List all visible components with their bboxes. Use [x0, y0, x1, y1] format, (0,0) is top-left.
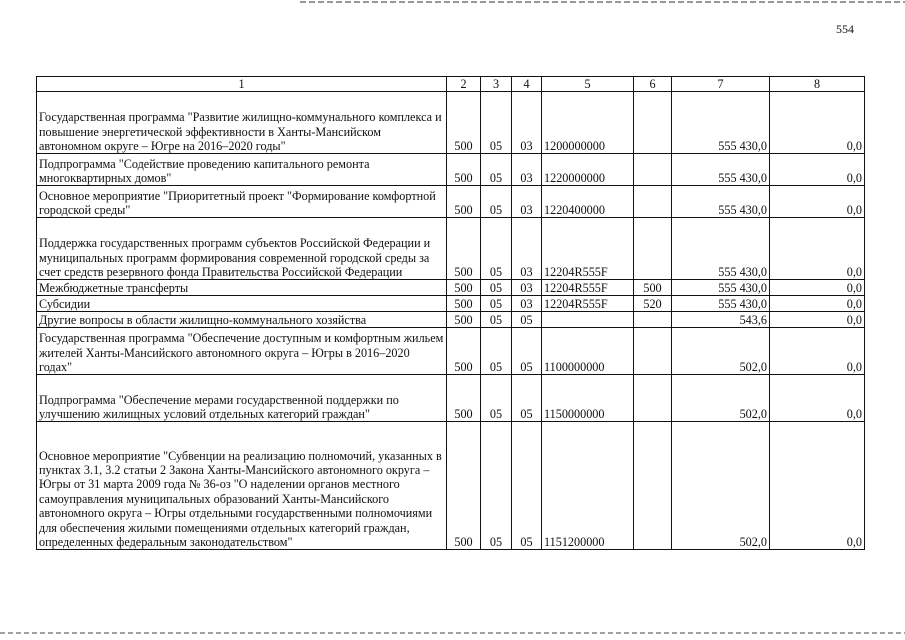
- cell-section: 05: [481, 280, 512, 296]
- table-row: [37, 328, 865, 375]
- cell-expense-type: [634, 154, 672, 186]
- cell-section: 05: [481, 312, 512, 328]
- cell-subsection: 03: [512, 218, 542, 280]
- cell-item-name: Подпрограмма "Обеспечение мерами государственной поддержки по улучшению жилищных условий отдельных категорий граждан": [37, 375, 447, 422]
- cell-item-name: Государственная программа "Обеспечение доступным и комфортным жильем жителей Ханты-Мансийского автономного округа – Югры в 2016–2020 годах": [37, 328, 447, 375]
- cell-target-article: 1220000000: [542, 154, 634, 186]
- cell-expense-type: 500: [634, 280, 672, 296]
- cell-subsection: 05: [512, 375, 542, 422]
- cell-expense-type: [634, 218, 672, 280]
- cell-subsection: 03: [512, 296, 542, 312]
- header-cell: 8: [770, 77, 865, 92]
- table-row: [37, 186, 865, 218]
- table-row: [37, 280, 865, 296]
- cell-amount-2: 0,0: [770, 375, 865, 422]
- table-row: [37, 92, 865, 154]
- cell-amount-2: 0,0: [770, 296, 865, 312]
- cell-subsection: 05: [512, 312, 542, 328]
- page-number: 554: [836, 22, 854, 36]
- header-cell: 3: [481, 77, 512, 92]
- cell-amount: 555 430,0: [672, 186, 770, 218]
- cell-section: 05: [481, 154, 512, 186]
- table-row: [37, 375, 865, 422]
- cell-amount-2: 0,0: [770, 154, 865, 186]
- cell-section: 05: [481, 296, 512, 312]
- cell-ministry-code: 500: [447, 186, 481, 218]
- cell-target-article: 12204R555F: [542, 218, 634, 280]
- cell-target-article: 12204R555F: [542, 296, 634, 312]
- cell-amount: 555 430,0: [672, 218, 770, 280]
- cell-target-article: 1200000000: [542, 92, 634, 154]
- header-cell: 7: [672, 77, 770, 92]
- cell-target-article: 1150000000: [542, 375, 634, 422]
- cell-expense-type: 520: [634, 296, 672, 312]
- table-row: [37, 296, 865, 312]
- cell-ministry-code: 500: [447, 92, 481, 154]
- cell-ministry-code: 500: [447, 154, 481, 186]
- cell-ministry-code: 500: [447, 422, 481, 550]
- cell-subsection: 03: [512, 186, 542, 218]
- scan-bottom-edge: [0, 632, 905, 634]
- cell-expense-type: [634, 375, 672, 422]
- cell-item-name: Основное мероприятие "Субвенции на реализацию полномочий, указанных в пунктах 3.1, 3.2 статьи 2 Закона Ханты-Мансийского автономного округа – Югры от 31 марта 2009 года № 36-оз "О наделении органов местного самоуправления муниципальных образований Ханты-Мансийского автономного округа – Югры отдельными государственными полномочиями для обеспечения жилыми помещениями отдельных категорий граждан, определенных федеральным законодательством": [37, 422, 447, 550]
- cell-amount-2: 0,0: [770, 328, 865, 375]
- cell-section: 05: [481, 92, 512, 154]
- cell-section: 05: [481, 186, 512, 218]
- cell-amount: 502,0: [672, 422, 770, 550]
- table-row: [37, 218, 865, 280]
- cell-ministry-code: 500: [447, 218, 481, 280]
- cell-amount-2: 0,0: [770, 92, 865, 154]
- cell-ministry-code: 500: [447, 375, 481, 422]
- cell-amount-2: 0,0: [770, 186, 865, 218]
- cell-ministry-code: 500: [447, 280, 481, 296]
- cell-subsection: 05: [512, 422, 542, 550]
- header-cell: 1: [37, 77, 447, 92]
- header-cell: 4: [512, 77, 542, 92]
- cell-expense-type: [634, 328, 672, 375]
- cell-amount: 502,0: [672, 375, 770, 422]
- cell-item-name: Основное мероприятие "Приоритетный проект "Формирование комфортной городской среды": [37, 186, 447, 218]
- cell-item-name: Подпрограмма "Содействие проведению капитального ремонта многоквартирных домов": [37, 154, 447, 186]
- cell-section: 05: [481, 328, 512, 375]
- header-cell: 6: [634, 77, 672, 92]
- cell-expense-type: [634, 92, 672, 154]
- cell-section: 05: [481, 422, 512, 550]
- cell-amount: 502,0: [672, 328, 770, 375]
- header-cell: 5: [542, 77, 634, 92]
- cell-target-article: 1151200000: [542, 422, 634, 550]
- cell-expense-type: [634, 186, 672, 218]
- table-row: [37, 312, 865, 328]
- cell-section: 05: [481, 375, 512, 422]
- table-row: [37, 422, 865, 550]
- cell-amount-2: 0,0: [770, 312, 865, 328]
- cell-item-name: Субсидии: [37, 296, 447, 312]
- cell-ministry-code: 500: [447, 296, 481, 312]
- cell-amount-2: 0,0: [770, 422, 865, 550]
- cell-subsection: 03: [512, 92, 542, 154]
- cell-target-article: 1220400000: [542, 186, 634, 218]
- table-header-row: [37, 77, 865, 92]
- cell-section: 05: [481, 218, 512, 280]
- budget-table: [36, 76, 865, 550]
- table-row: [37, 154, 865, 186]
- cell-expense-type: [634, 422, 672, 550]
- cell-target-article: 12204R555F: [542, 280, 634, 296]
- cell-item-name: Межбюджетные трансферты: [37, 280, 447, 296]
- cell-subsection: 03: [512, 280, 542, 296]
- cell-amount: 555 430,0: [672, 154, 770, 186]
- cell-subsection: 03: [512, 154, 542, 186]
- cell-ministry-code: 500: [447, 312, 481, 328]
- cell-item-name: Поддержка государственных программ субъектов Российской Федерации и муниципальных программ формирования современной городской среды за счет средств резервного фонда Правительства Российской Федерации: [37, 218, 447, 280]
- cell-target-article: [542, 312, 634, 328]
- cell-target-article: 1100000000: [542, 328, 634, 375]
- cell-amount: 555 430,0: [672, 296, 770, 312]
- cell-amount-2: 0,0: [770, 218, 865, 280]
- cell-ministry-code: 500: [447, 328, 481, 375]
- cell-amount: 543,6: [672, 312, 770, 328]
- cell-expense-type: [634, 312, 672, 328]
- cell-subsection: 05: [512, 328, 542, 375]
- table-body: [37, 92, 865, 550]
- cell-amount-2: 0,0: [770, 280, 865, 296]
- header-cell: 2: [447, 77, 481, 92]
- cell-item-name: Другие вопросы в области жилищно-коммунального хозяйства: [37, 312, 447, 328]
- cell-amount: 555 430,0: [672, 280, 770, 296]
- cell-item-name: Государственная программа "Развитие жилищно-коммунального комплекса и повышение энергетической эффективности в Ханты-Мансийском автономном округе – Югре на 2016–2020 годы": [37, 92, 447, 154]
- scan-top-edge: [300, 1, 905, 3]
- cell-amount: 555 430,0: [672, 92, 770, 154]
